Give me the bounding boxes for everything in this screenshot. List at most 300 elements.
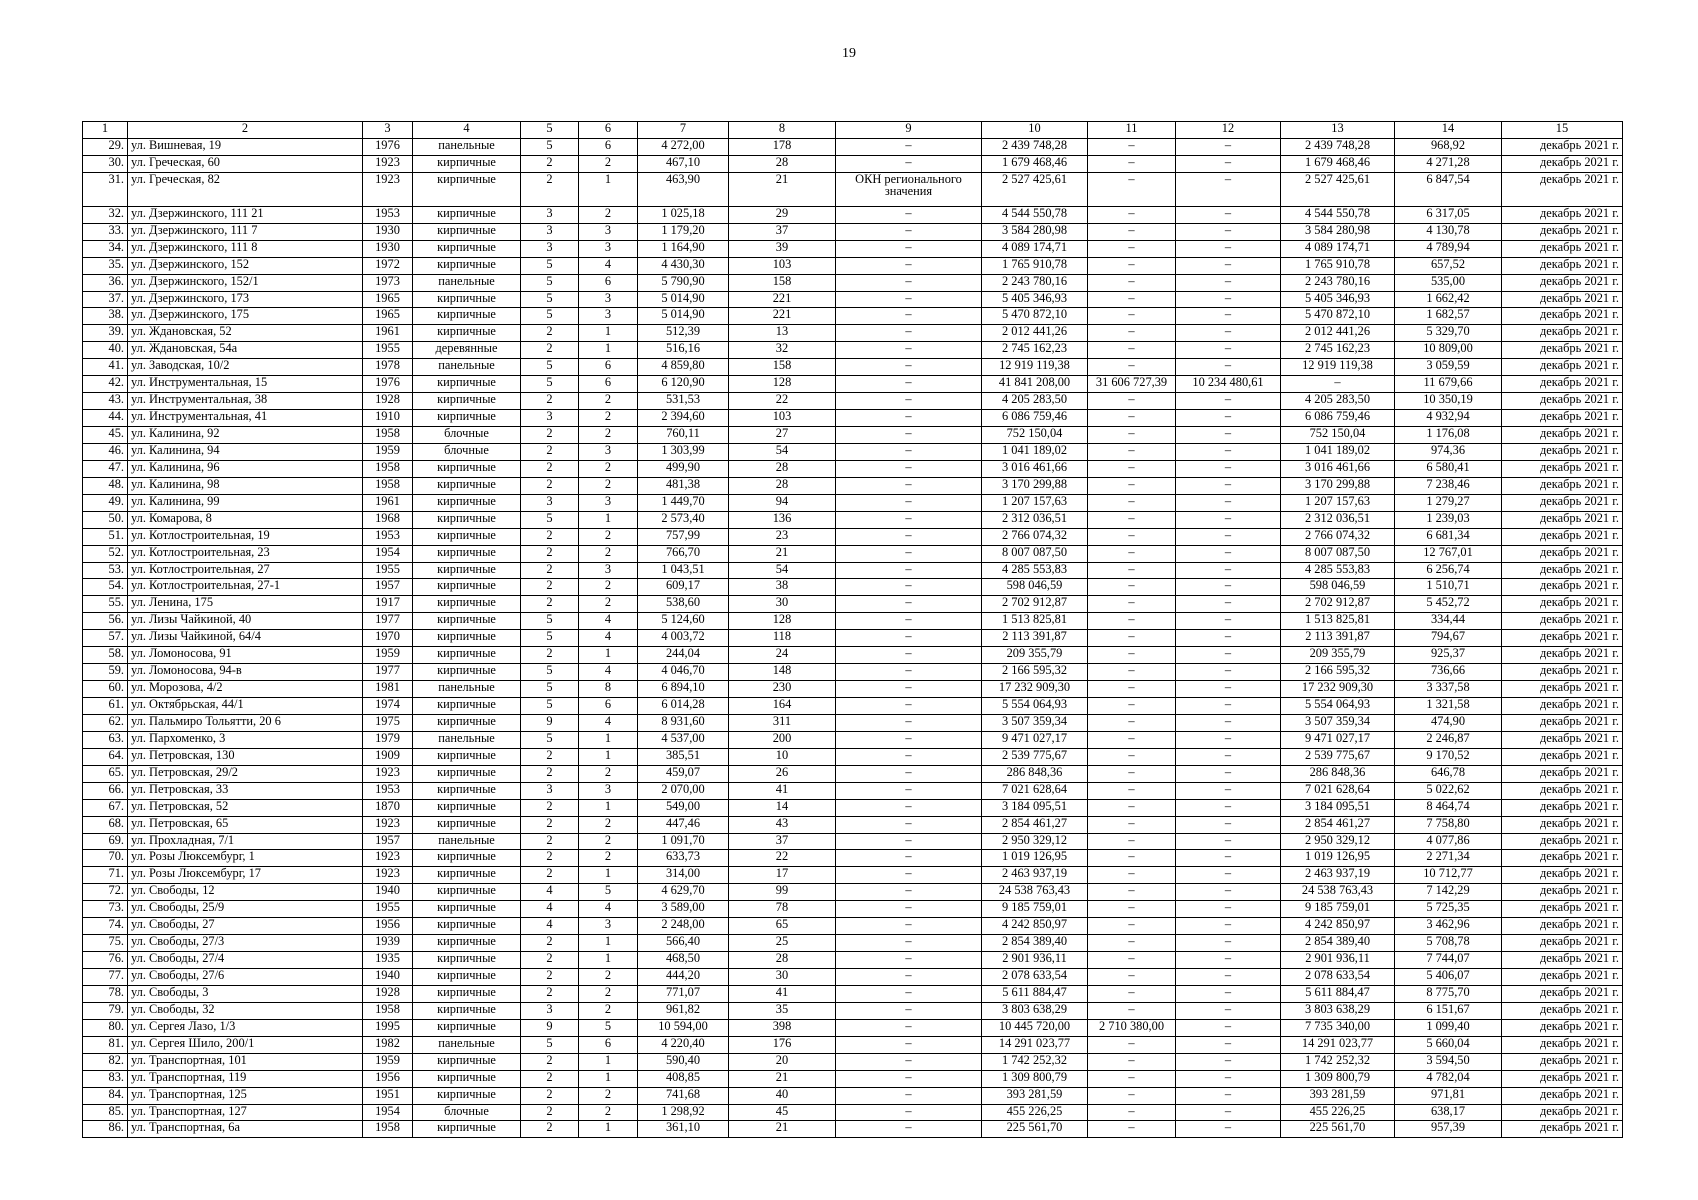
table-cell-col-9: – bbox=[836, 782, 982, 799]
table-cell-col-10: 2 527 425,61 bbox=[982, 172, 1088, 206]
table-cell-col-11: – bbox=[1088, 342, 1176, 359]
table-header bbox=[83, 122, 1623, 139]
table-cell-col-1: 78. bbox=[83, 985, 128, 1002]
table-cell-col-1: 76. bbox=[83, 952, 128, 969]
table-cell-col-10: 5 405 346,93 bbox=[982, 291, 1088, 308]
table-cell-col-12: – bbox=[1176, 477, 1281, 494]
table-cell-col-12: – bbox=[1176, 935, 1281, 952]
table-cell-col-3: 1957 bbox=[363, 833, 413, 850]
table-cell-col-8: 41 bbox=[729, 782, 836, 799]
table-cell-col-13: 393 281,59 bbox=[1281, 1087, 1395, 1104]
table-cell-col-13: 2 539 775,67 bbox=[1281, 748, 1395, 765]
table-cell-col-7: 760,11 bbox=[638, 427, 729, 444]
table-cell-col-10: 2 078 633,54 bbox=[982, 969, 1088, 986]
table-cell-col-6: 1 bbox=[579, 511, 638, 528]
table-cell-col-11: – bbox=[1088, 647, 1176, 664]
table-cell-col-4: кирпичные bbox=[413, 630, 521, 647]
table-cell-col-1: 43. bbox=[83, 393, 128, 410]
table-cell-col-6: 2 bbox=[579, 206, 638, 223]
table-cell-col-5: 2 bbox=[521, 969, 579, 986]
table-cell-col-10: 2 854 389,40 bbox=[982, 935, 1088, 952]
table-cell-col-9: – bbox=[836, 698, 982, 715]
table-cell-col-9: – bbox=[836, 410, 982, 427]
table-cell-col-4: кирпичные bbox=[413, 325, 521, 342]
table-cell-col-5: 2 bbox=[521, 816, 579, 833]
table-cell-col-6: 4 bbox=[579, 901, 638, 918]
table-cell-col-9: – bbox=[836, 325, 982, 342]
table-cell-col-9: – bbox=[836, 562, 982, 579]
table-cell-col-9: – bbox=[836, 579, 982, 596]
table-cell-col-9: – bbox=[836, 477, 982, 494]
table-cell-col-12: – bbox=[1176, 223, 1281, 240]
table-cell-col-13: 4 205 283,50 bbox=[1281, 393, 1395, 410]
table-cell-col-10: 2 901 936,11 bbox=[982, 952, 1088, 969]
table-cell-col-9: – bbox=[836, 528, 982, 545]
table-cell-col-6: 2 bbox=[579, 1002, 638, 1019]
table-cell-col-8: 28 bbox=[729, 952, 836, 969]
table-cell-col-6: 2 bbox=[579, 460, 638, 477]
table-cell-col-15: декабрь 2021 г. bbox=[1502, 630, 1623, 647]
table-row bbox=[83, 1053, 1623, 1070]
table-cell-col-14: 638,17 bbox=[1395, 1104, 1502, 1121]
column-header-13: 13 bbox=[1281, 122, 1395, 139]
table-cell-col-13: 3 170 299,88 bbox=[1281, 477, 1395, 494]
table-cell-col-3: 1928 bbox=[363, 985, 413, 1002]
table-cell-col-9: – bbox=[836, 460, 982, 477]
table-cell-col-8: 158 bbox=[729, 359, 836, 376]
table-cell-col-5: 9 bbox=[521, 1019, 579, 1036]
table-cell-col-14: 5 725,35 bbox=[1395, 901, 1502, 918]
table-cell-col-5: 3 bbox=[521, 1002, 579, 1019]
table-cell-col-9: – bbox=[836, 935, 982, 952]
table-cell-col-11: – bbox=[1088, 460, 1176, 477]
table-cell-col-3: 1935 bbox=[363, 952, 413, 969]
table-cell-col-4: кирпичные bbox=[413, 1019, 521, 1036]
table-cell-col-10: 1 765 910,78 bbox=[982, 257, 1088, 274]
table-row bbox=[83, 460, 1623, 477]
table-cell-col-12: – bbox=[1176, 596, 1281, 613]
table-cell-col-10: 2 113 391,87 bbox=[982, 630, 1088, 647]
table-cell-col-13: 209 355,79 bbox=[1281, 647, 1395, 664]
table-cell-col-8: 13 bbox=[729, 325, 836, 342]
table-cell-col-12: – bbox=[1176, 782, 1281, 799]
table-cell-col-1: 75. bbox=[83, 935, 128, 952]
table-cell-col-15: декабрь 2021 г. bbox=[1502, 274, 1623, 291]
table-cell-col-5: 2 bbox=[521, 850, 579, 867]
table-cell-col-2: ул. Калинина, 98 bbox=[128, 477, 363, 494]
table-cell-col-12: – bbox=[1176, 562, 1281, 579]
housing-register-table bbox=[82, 121, 1623, 1138]
table-cell-col-3: 1973 bbox=[363, 274, 413, 291]
table-cell-col-9: – bbox=[836, 867, 982, 884]
table-cell-col-8: 40 bbox=[729, 1087, 836, 1104]
table-cell-col-15: декабрь 2021 г. bbox=[1502, 1002, 1623, 1019]
table-cell-col-4: кирпичные bbox=[413, 714, 521, 731]
table-cell-col-9: – bbox=[836, 765, 982, 782]
table-cell-col-11: – bbox=[1088, 1036, 1176, 1053]
column-header-6: 6 bbox=[579, 122, 638, 139]
table-cell-col-4: кирпичные bbox=[413, 1121, 521, 1138]
table-cell-col-3: 1974 bbox=[363, 698, 413, 715]
table-cell-col-1: 48. bbox=[83, 477, 128, 494]
table-row bbox=[83, 613, 1623, 630]
table-cell-col-14: 12 767,01 bbox=[1395, 545, 1502, 562]
table-cell-col-1: 71. bbox=[83, 867, 128, 884]
table-cell-col-13: 598 046,59 bbox=[1281, 579, 1395, 596]
table-cell-col-13: 3 016 461,66 bbox=[1281, 460, 1395, 477]
table-cell-col-14: 5 452,72 bbox=[1395, 596, 1502, 613]
table-cell-col-12: – bbox=[1176, 748, 1281, 765]
table-cell-col-8: 35 bbox=[729, 1002, 836, 1019]
table-cell-col-10: 2 702 912,87 bbox=[982, 596, 1088, 613]
table-cell-col-10: 8 007 087,50 bbox=[982, 545, 1088, 562]
table-cell-col-12: – bbox=[1176, 952, 1281, 969]
table-cell-col-5: 5 bbox=[521, 376, 579, 393]
table-cell-col-6: 2 bbox=[579, 579, 638, 596]
table-cell-col-13: 5 554 064,93 bbox=[1281, 698, 1395, 715]
table-cell-col-6: 1 bbox=[579, 1121, 638, 1138]
table-cell-col-2: ул. Дзержинского, 152 bbox=[128, 257, 363, 274]
table-cell-col-11: – bbox=[1088, 240, 1176, 257]
table-cell-col-8: 10 bbox=[729, 748, 836, 765]
table-cell-col-11: – bbox=[1088, 1070, 1176, 1087]
column-header-8: 8 bbox=[729, 122, 836, 139]
table-cell-col-3: 1968 bbox=[363, 511, 413, 528]
table-cell-col-11: – bbox=[1088, 1002, 1176, 1019]
table-cell-col-3: 1928 bbox=[363, 393, 413, 410]
table-cell-col-15: декабрь 2021 г. bbox=[1502, 545, 1623, 562]
table-cell-col-11: – bbox=[1088, 833, 1176, 850]
table-cell-col-5: 4 bbox=[521, 918, 579, 935]
table-cell-col-3: 1977 bbox=[363, 613, 413, 630]
table-cell-col-7: 459,07 bbox=[638, 765, 729, 782]
table-cell-col-5: 2 bbox=[521, 867, 579, 884]
table-cell-col-14: 3 337,58 bbox=[1395, 681, 1502, 698]
table-cell-col-15: декабрь 2021 г. bbox=[1502, 172, 1623, 206]
table-cell-col-9: – bbox=[836, 901, 982, 918]
table-cell-col-11: – bbox=[1088, 867, 1176, 884]
table-cell-col-15: декабрь 2021 г. bbox=[1502, 1104, 1623, 1121]
table-cell-col-10: 2 312 036,51 bbox=[982, 511, 1088, 528]
table-cell-col-6: 1 bbox=[579, 799, 638, 816]
table-cell-col-3: 1954 bbox=[363, 1104, 413, 1121]
table-cell-col-3: 1909 bbox=[363, 748, 413, 765]
table-cell-col-5: 2 bbox=[521, 748, 579, 765]
table-cell-col-4: кирпичные bbox=[413, 782, 521, 799]
table-cell-col-9: – bbox=[836, 985, 982, 1002]
table-cell-col-10: 2 854 461,27 bbox=[982, 816, 1088, 833]
table-cell-col-10: 2 439 748,28 bbox=[982, 138, 1088, 155]
table-cell-col-11: – bbox=[1088, 613, 1176, 630]
table-cell-col-12: – bbox=[1176, 1121, 1281, 1138]
table-cell-col-1: 40. bbox=[83, 342, 128, 359]
table-cell-col-14: 6 681,34 bbox=[1395, 528, 1502, 545]
table-cell-col-13: 2 527 425,61 bbox=[1281, 172, 1395, 206]
table-cell-col-14: 474,90 bbox=[1395, 714, 1502, 731]
table-cell-col-11: – bbox=[1088, 1104, 1176, 1121]
table-cell-col-4: кирпичные bbox=[413, 528, 521, 545]
table-cell-col-14: 4 782,04 bbox=[1395, 1070, 1502, 1087]
table-cell-col-7: 766,70 bbox=[638, 545, 729, 562]
table-cell-col-2: ул. Свободы, 27/6 bbox=[128, 969, 363, 986]
table-cell-col-14: 736,66 bbox=[1395, 664, 1502, 681]
table-cell-col-9: – bbox=[836, 748, 982, 765]
table-cell-col-4: кирпичные bbox=[413, 410, 521, 427]
table-cell-col-5: 2 bbox=[521, 325, 579, 342]
table-cell-col-13: 2 113 391,87 bbox=[1281, 630, 1395, 647]
table-cell-col-12: – bbox=[1176, 1087, 1281, 1104]
table-row bbox=[83, 494, 1623, 511]
table-cell-col-8: 128 bbox=[729, 376, 836, 393]
table-cell-col-3: 1958 bbox=[363, 477, 413, 494]
table-cell-col-6: 6 bbox=[579, 138, 638, 155]
table-cell-col-15: декабрь 2021 г. bbox=[1502, 308, 1623, 325]
table-cell-col-8: 103 bbox=[729, 257, 836, 274]
table-cell-col-10: 5 554 064,93 bbox=[982, 698, 1088, 715]
table-cell-col-14: 7 238,46 bbox=[1395, 477, 1502, 494]
table-cell-col-9: – bbox=[836, 1002, 982, 1019]
table-row bbox=[83, 1036, 1623, 1053]
table-cell-col-4: кирпичные bbox=[413, 799, 521, 816]
table-cell-col-11: – bbox=[1088, 765, 1176, 782]
table-cell-col-11: – bbox=[1088, 816, 1176, 833]
table-cell-col-13: 225 561,70 bbox=[1281, 1121, 1395, 1138]
table-cell-col-4: кирпичные bbox=[413, 562, 521, 579]
table-cell-col-3: 1953 bbox=[363, 782, 413, 799]
table-cell-col-13: 4 544 550,78 bbox=[1281, 206, 1395, 223]
table-cell-col-6: 2 bbox=[579, 969, 638, 986]
table-cell-col-15: декабрь 2021 г. bbox=[1502, 460, 1623, 477]
table-cell-col-2: ул. Прохладная, 7/1 bbox=[128, 833, 363, 850]
table-cell-col-7: 538,60 bbox=[638, 596, 729, 613]
table-cell-col-10: 1 019 126,95 bbox=[982, 850, 1088, 867]
table-cell-col-5: 2 bbox=[521, 460, 579, 477]
table-cell-col-7: 771,07 bbox=[638, 985, 729, 1002]
table-cell-col-1: 32. bbox=[83, 206, 128, 223]
table-cell-col-3: 1982 bbox=[363, 1036, 413, 1053]
table-cell-col-9: – bbox=[836, 376, 982, 393]
table-cell-col-10: 1 207 157,63 bbox=[982, 494, 1088, 511]
table-cell-col-8: 37 bbox=[729, 223, 836, 240]
table-cell-col-11: – bbox=[1088, 494, 1176, 511]
table-cell-col-4: кирпичные bbox=[413, 850, 521, 867]
table-cell-col-15: декабрь 2021 г. bbox=[1502, 765, 1623, 782]
table-cell-col-3: 1939 bbox=[363, 935, 413, 952]
table-cell-col-14: 1 176,08 bbox=[1395, 427, 1502, 444]
table-cell-col-5: 2 bbox=[521, 1087, 579, 1104]
table-cell-col-6: 3 bbox=[579, 291, 638, 308]
table-cell-col-12: – bbox=[1176, 172, 1281, 206]
table-cell-col-6: 3 bbox=[579, 443, 638, 460]
table-cell-col-12: – bbox=[1176, 528, 1281, 545]
table-cell-col-2: ул. Дзержинского, 111 8 bbox=[128, 240, 363, 257]
table-cell-col-7: 590,40 bbox=[638, 1053, 729, 1070]
table-cell-col-13: 2 463 937,19 bbox=[1281, 867, 1395, 884]
table-cell-col-11: – bbox=[1088, 918, 1176, 935]
table-cell-col-2: ул. Транспортная, 101 bbox=[128, 1053, 363, 1070]
table-cell-col-12: – bbox=[1176, 867, 1281, 884]
table-row bbox=[83, 1070, 1623, 1087]
table-cell-col-5: 2 bbox=[521, 393, 579, 410]
table-cell-col-11: – bbox=[1088, 223, 1176, 240]
table-cell-col-14: 968,92 bbox=[1395, 138, 1502, 155]
table-cell-col-4: кирпичные bbox=[413, 698, 521, 715]
table-cell-col-8: 200 bbox=[729, 731, 836, 748]
table-cell-col-15: декабрь 2021 г. bbox=[1502, 782, 1623, 799]
table-cell-col-7: 4 430,30 bbox=[638, 257, 729, 274]
table-row bbox=[83, 952, 1623, 969]
table-cell-col-7: 447,46 bbox=[638, 816, 729, 833]
table-cell-col-2: ул. Калинина, 96 bbox=[128, 460, 363, 477]
table-cell-col-6: 3 bbox=[579, 918, 638, 935]
table-cell-col-13: 24 538 763,43 bbox=[1281, 884, 1395, 901]
table-cell-col-6: 2 bbox=[579, 393, 638, 410]
table-row bbox=[83, 698, 1623, 715]
table-cell-col-9: – bbox=[836, 596, 982, 613]
table-cell-col-3: 1923 bbox=[363, 155, 413, 172]
table-cell-col-4: кирпичные bbox=[413, 393, 521, 410]
table-cell-col-1: 80. bbox=[83, 1019, 128, 1036]
table-cell-col-12: – bbox=[1176, 545, 1281, 562]
table-cell-col-11: 2 710 380,00 bbox=[1088, 1019, 1176, 1036]
table-cell-col-7: 633,73 bbox=[638, 850, 729, 867]
table-cell-col-15: декабрь 2021 г. bbox=[1502, 410, 1623, 427]
table-cell-col-6: 5 bbox=[579, 884, 638, 901]
table-cell-col-7: 499,90 bbox=[638, 460, 729, 477]
table-cell-col-8: 21 bbox=[729, 1070, 836, 1087]
table-cell-col-9: – bbox=[836, 393, 982, 410]
table-cell-col-13: 752 150,04 bbox=[1281, 427, 1395, 444]
table-cell-col-7: 10 594,00 bbox=[638, 1019, 729, 1036]
table-cell-col-13: 1 207 157,63 bbox=[1281, 494, 1395, 511]
table-cell-col-13: 1 513 825,81 bbox=[1281, 613, 1395, 630]
table-cell-col-3: 1923 bbox=[363, 850, 413, 867]
table-cell-col-9: – bbox=[836, 342, 982, 359]
column-header-14: 14 bbox=[1395, 122, 1502, 139]
table-cell-col-5: 5 bbox=[521, 511, 579, 528]
table-cell-col-9: – bbox=[836, 969, 982, 986]
table-cell-col-1: 54. bbox=[83, 579, 128, 596]
table-cell-col-2: ул. Лизы Чайкиной, 40 bbox=[128, 613, 363, 630]
table-cell-col-1: 66. bbox=[83, 782, 128, 799]
table-cell-col-1: 42. bbox=[83, 376, 128, 393]
table-cell-col-8: 118 bbox=[729, 630, 836, 647]
table-cell-col-6: 2 bbox=[579, 596, 638, 613]
table-cell-col-14: 3 059,59 bbox=[1395, 359, 1502, 376]
table-cell-col-2: ул. Петровская, 29/2 bbox=[128, 765, 363, 782]
table-cell-col-2: ул. Комарова, 8 bbox=[128, 511, 363, 528]
table-cell-col-3: 1965 bbox=[363, 291, 413, 308]
table-cell-col-15: декабрь 2021 г. bbox=[1502, 494, 1623, 511]
table-cell-col-13: 3 184 095,51 bbox=[1281, 799, 1395, 816]
table-cell-col-3: 1923 bbox=[363, 765, 413, 782]
table-cell-col-12: – bbox=[1176, 342, 1281, 359]
table-cell-col-2: ул. Свободы, 3 bbox=[128, 985, 363, 1002]
table-cell-col-15: декабрь 2021 г. bbox=[1502, 985, 1623, 1002]
table-cell-col-13: 14 291 023,77 bbox=[1281, 1036, 1395, 1053]
table-cell-col-5: 3 bbox=[521, 410, 579, 427]
table-cell-col-6: 1 bbox=[579, 731, 638, 748]
column-header-5: 5 bbox=[521, 122, 579, 139]
table-cell-col-15: декабрь 2021 г. bbox=[1502, 664, 1623, 681]
table-cell-col-11: – bbox=[1088, 511, 1176, 528]
table-cell-col-8: 24 bbox=[729, 647, 836, 664]
table-cell-col-15: декабрь 2021 г. bbox=[1502, 393, 1623, 410]
table-cell-col-4: кирпичные bbox=[413, 748, 521, 765]
table-cell-col-9: – bbox=[836, 1036, 982, 1053]
table-cell-col-14: 2 246,87 bbox=[1395, 731, 1502, 748]
table-cell-col-12: – bbox=[1176, 647, 1281, 664]
table-cell-col-15: декабрь 2021 г. bbox=[1502, 138, 1623, 155]
table-cell-col-15: декабрь 2021 г. bbox=[1502, 1121, 1623, 1138]
table-cell-col-15: декабрь 2021 г. bbox=[1502, 613, 1623, 630]
table-cell-col-6: 1 bbox=[579, 1070, 638, 1087]
table-cell-col-15: декабрь 2021 г. bbox=[1502, 240, 1623, 257]
table-cell-col-12: – bbox=[1176, 240, 1281, 257]
table-cell-col-4: кирпичные bbox=[413, 765, 521, 782]
table-cell-col-15: декабрь 2021 г. bbox=[1502, 291, 1623, 308]
table-row bbox=[83, 816, 1623, 833]
table-cell-col-13: 4 089 174,71 bbox=[1281, 240, 1395, 257]
table-cell-col-13: 8 007 087,50 bbox=[1281, 545, 1395, 562]
table-cell-col-3: 1923 bbox=[363, 816, 413, 833]
table-cell-col-4: кирпичные bbox=[413, 240, 521, 257]
table-cell-col-8: 103 bbox=[729, 410, 836, 427]
table-cell-col-10: 41 841 208,00 bbox=[982, 376, 1088, 393]
table-cell-col-2: ул. Заводская, 10/2 bbox=[128, 359, 363, 376]
table-cell-col-9: – bbox=[836, 223, 982, 240]
table-cell-col-13: 2 166 595,32 bbox=[1281, 664, 1395, 681]
table-cell-col-2: ул. Октябрьская, 44/1 bbox=[128, 698, 363, 715]
table-cell-col-11: – bbox=[1088, 969, 1176, 986]
table-cell-col-14: 2 271,34 bbox=[1395, 850, 1502, 867]
table-cell-col-14: 1 099,40 bbox=[1395, 1019, 1502, 1036]
table-cell-col-2: ул. Розы Люксембург, 17 bbox=[128, 867, 363, 884]
table-cell-col-14: 7 744,07 bbox=[1395, 952, 1502, 969]
table-cell-col-8: 28 bbox=[729, 477, 836, 494]
table-cell-col-8: 28 bbox=[729, 155, 836, 172]
table-cell-col-4: кирпичные bbox=[413, 952, 521, 969]
table-cell-col-3: 1970 bbox=[363, 630, 413, 647]
column-header-15: 15 bbox=[1502, 122, 1623, 139]
table-cell-col-7: 1 303,99 bbox=[638, 443, 729, 460]
table-cell-col-10: 4 285 553,83 bbox=[982, 562, 1088, 579]
table-cell-col-2: ул. Дзержинского, 175 bbox=[128, 308, 363, 325]
table-row bbox=[83, 1121, 1623, 1138]
table-cell-col-5: 5 bbox=[521, 731, 579, 748]
column-number-row bbox=[83, 122, 1623, 139]
table-cell-col-4: блочные bbox=[413, 1104, 521, 1121]
table-cell-col-4: панельные bbox=[413, 274, 521, 291]
table-cell-col-14: 6 317,05 bbox=[1395, 206, 1502, 223]
table-cell-col-6: 6 bbox=[579, 698, 638, 715]
table-cell-col-5: 2 bbox=[521, 528, 579, 545]
table-cell-col-2: ул. Греческая, 82 bbox=[128, 172, 363, 206]
table-cell-col-1: 58. bbox=[83, 647, 128, 664]
table-cell-col-14: 925,37 bbox=[1395, 647, 1502, 664]
table-cell-col-7: 4 003,72 bbox=[638, 630, 729, 647]
table-cell-col-6: 8 bbox=[579, 681, 638, 698]
table-cell-col-8: 45 bbox=[729, 1104, 836, 1121]
table-cell-col-14: 5 329,70 bbox=[1395, 325, 1502, 342]
table-cell-col-8: 43 bbox=[729, 816, 836, 833]
table-cell-col-15: декабрь 2021 г. bbox=[1502, 969, 1623, 986]
table-cell-col-6: 2 bbox=[579, 545, 638, 562]
table-cell-col-7: 2 248,00 bbox=[638, 918, 729, 935]
table-cell-col-14: 6 151,67 bbox=[1395, 1002, 1502, 1019]
table-cell-col-3: 1917 bbox=[363, 596, 413, 613]
table-cell-col-9: – bbox=[836, 1019, 982, 1036]
